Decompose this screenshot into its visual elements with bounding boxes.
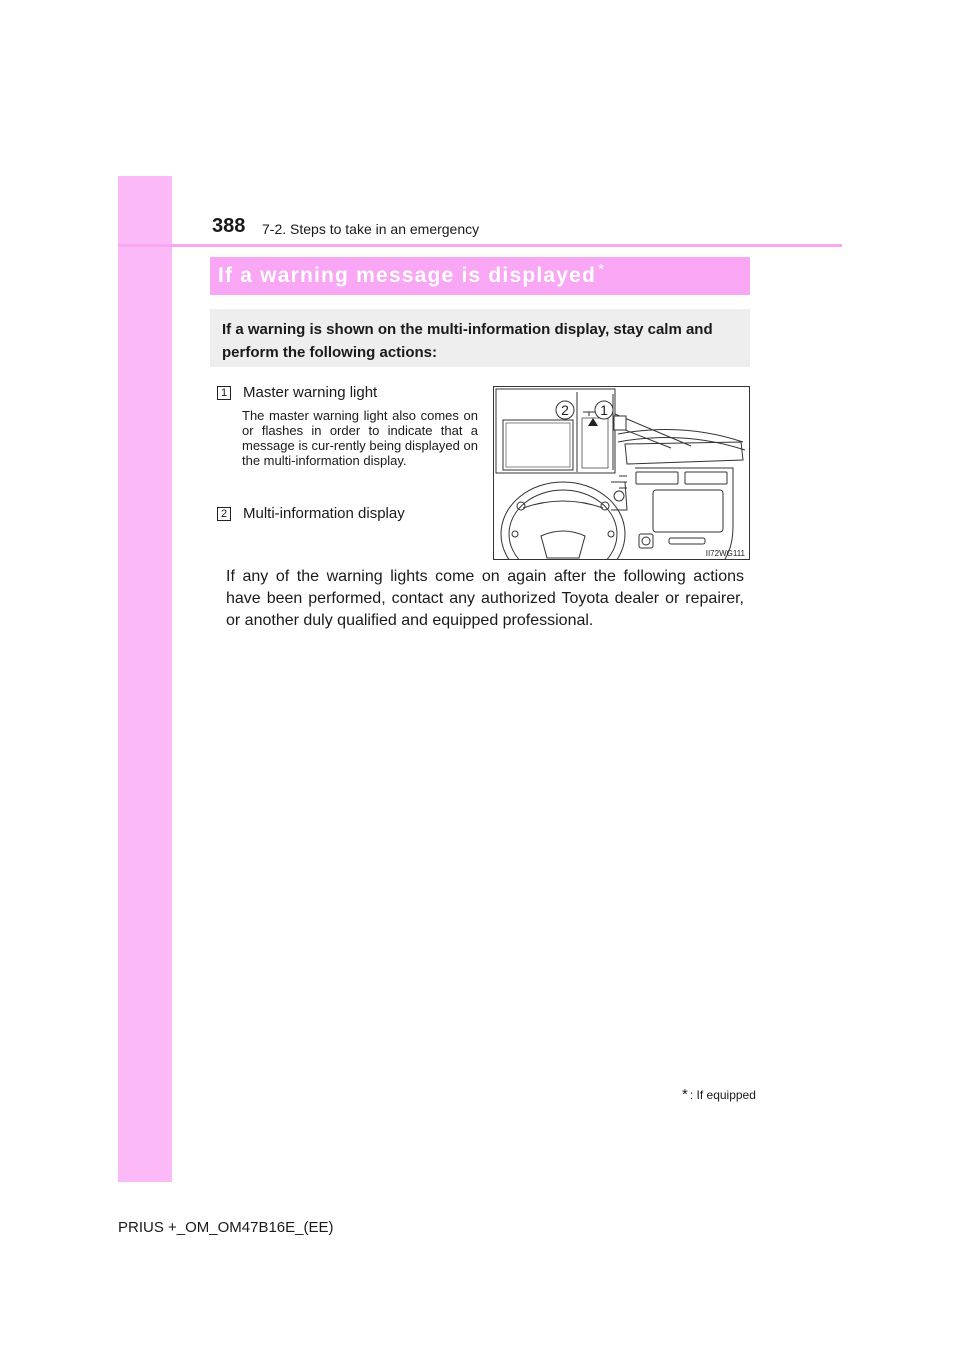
- list-item: [217, 505, 405, 522]
- footnote-text: : If equipped: [689, 1087, 756, 1102]
- callout-1: 1: [600, 402, 608, 418]
- side-tab: [118, 176, 172, 1182]
- illustration-code: II72WG111: [705, 549, 745, 558]
- section-title: 7-2. Steps to take in an emergency: [262, 221, 480, 237]
- intro-box: If a warning is shown on the multi-information display, stay calm and perform the following actions:: [210, 309, 750, 367]
- heading-title: If a warning message is displayed: [218, 264, 597, 287]
- header-rule: [118, 244, 842, 247]
- item-number: 1: [217, 386, 231, 400]
- page-number: 388: [212, 215, 246, 237]
- list-item: [217, 384, 377, 401]
- footnote-marker: *: [682, 1086, 688, 1103]
- item-label: Multi-information display: [243, 505, 405, 522]
- footnote: [682, 1086, 756, 1103]
- item-label: Master warning light: [243, 384, 378, 401]
- dashboard-illustration-icon: [493, 386, 750, 560]
- item-number: 2: [217, 507, 231, 521]
- heading-bar: [210, 257, 750, 295]
- callout-2: 2: [561, 402, 569, 418]
- item-description: The master warning light also comes on or flashes in order to indicate that a message is cur-rently being displayed on the multi-information display.: [242, 408, 478, 468]
- body-paragraph: If any of the warning lights come on again after the following actions have been performed, contact any authorized Toyota dealer or repairer, or another duly qualified and equipped professional.: [226, 568, 744, 629]
- heading-asterisk: *: [598, 260, 604, 278]
- footer-code: PRIUS +_OM_OM47B16E_(EE): [118, 1219, 334, 1236]
